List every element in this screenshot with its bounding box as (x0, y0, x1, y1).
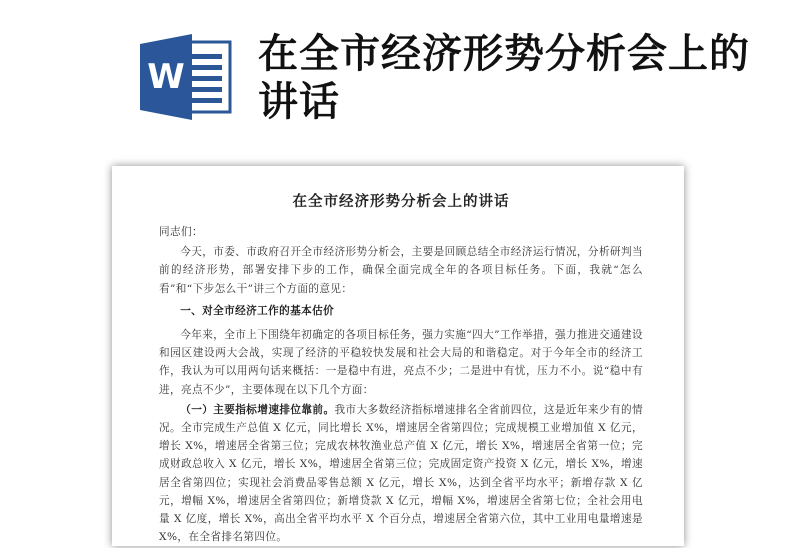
word-icon (140, 34, 232, 120)
section-heading-1: 一、对全市经济工作的基本估价 (180, 304, 335, 317)
page-content (159, 190, 643, 548)
paragraph-indicators (159, 401, 643, 547)
paragraph-lead: （一）主要指标增速排位靠前。 (180, 403, 335, 416)
paragraph-overview: 今年来，全市上下围绕年初确定的各项目标任务，强力实施“四大”工作举措，强力推进交通建设和园区建设两大会战，实现了经济的平稳较快发展和社会大局的和谐稳定。对于今年全市的经济工作，我认为可以用两句话来概括：一是稳中有进，亮点不少；二是进中有忧，压力不小。说“稳中有进，亮点不少”，主要体现在以下几个方面： (159, 329, 643, 396)
salutation: 同志们： (159, 226, 203, 238)
page-title: 在全市经济形势分析会上的讲话 (292, 193, 510, 210)
paragraph-intro: 今天，市委、市政府召开全市经济形势分析会，主要是回顾总结全市经济运行情况，分析研判当前的经济形势，部署安排下步的工作，确保全面完成全年的各项目标任务。下面，我就“怎么看”和“下步怎么干”讲三个方面的意见： (159, 246, 643, 295)
svg-text:W: W (147, 57, 185, 97)
paragraph-body: 我市大多数经济指标增速排名全省前四位，这是近年来少有的情况。全市完成生产总值 X 亿元，同比增长 X%，增速居全省第四位；完成规模工业增加值 X 亿元，增长 X%，增速居全省第三位；完成农林牧渔业总产值 X 亿元，增长 X%，增速居全省第一位；完成财政总收入 X 亿元，增长 X%，增速居全省第三位；完成固定资产投资 X 亿元，增长 X%，增速居全省第四位；实现社会消费品零售总额 X 亿元，增长 X%，达到全省平均水平；新增存款 X 亿元，增幅 X%，增速居全省第四位；新增贷款 X 亿元，增幅 X%，增速居全省第七位；全社会用电量 X 亿度，增长 X%，高出全省平均水平 X 个百分点，增速居全省第六位，其中工业用电量增速是 X%，在全省排名第四位。 (159, 403, 643, 544)
document-title: 在全市经济形势分析会上的讲话 (258, 31, 750, 125)
header (0, 0, 800, 150)
document-page-preview (112, 166, 684, 546)
